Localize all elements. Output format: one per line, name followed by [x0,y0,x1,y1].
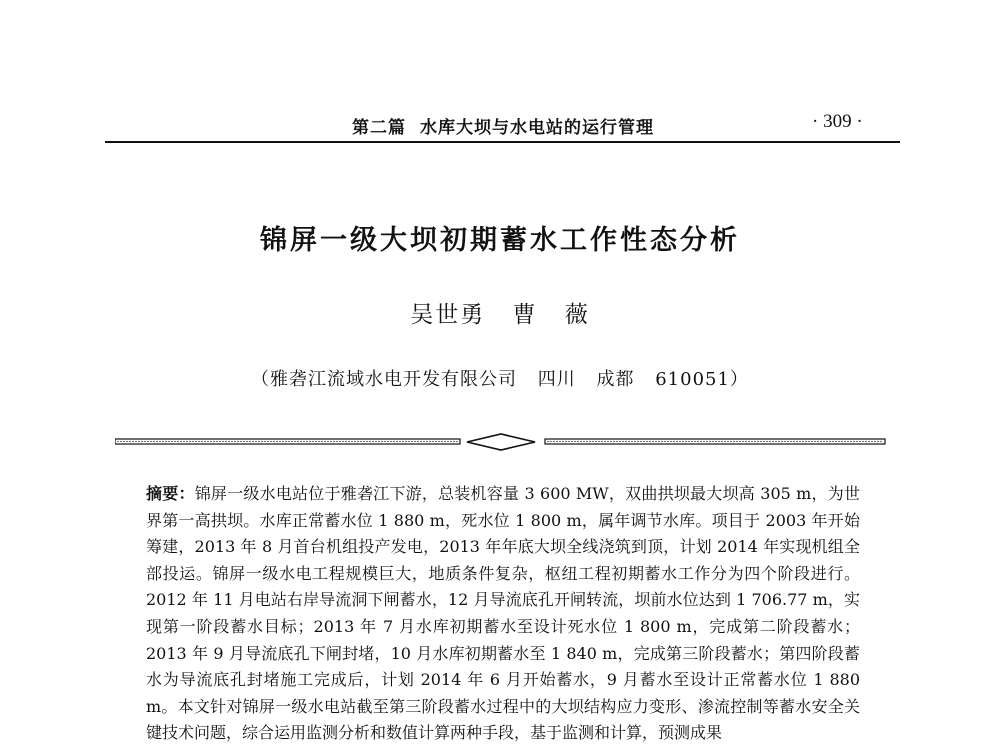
section-title: 水库大坝与水电站的运行管理 [420,118,654,138]
running-head [0,113,1000,139]
divider-diamond [467,434,535,450]
section-divider-ornament [115,432,887,452]
abstract-label: 摘要： [146,484,195,503]
page-number: · 309 · [812,111,863,132]
article-title: 锦屏一级大坝初期蓄水工作性态分析 [260,225,740,256]
header-rule [105,141,900,143]
article-affiliation: （雅砻江流域水电开发有限公司 四川 成都 610051） [251,369,749,390]
abstract [146,481,860,747]
abstract-text: 锦屏一级水电站位于雅砻江下游，总装机容量 3 600 MW，双曲拱坝最大坝高 305 m，为世界第一高拱坝。水库正常蓄水位 1 880 m，死水位 1 800 m，属年调节水库。项目于 2003 年开始筹建，2013 年 8 月首台机组投产发电，2013 年年底大坝全线浇筑到顶，计划 2014 年实现机组全部投运。锦屏一级水电工程规模巨大，地质条件复杂，枢纽工程初期蓄水工作分为四个阶段进行。2012 年 11 月电站右岸导流洞下闸蓄水，12 月导流底孔开闸转流，坝前水位达到 1 706.77 m，实现第一阶段蓄水目标；2013 年 7 月水库初期蓄水至设计死水位 1 800 m，完成第二阶段蓄水；2013 年 9 月导流底孔下闸封堵，10 月水库初期蓄水至 1 840 m，完成第三阶段蓄水；第四阶段蓄水为导流底孔封堵施工完成后，计划 2014 年 6 月开始蓄水，9 月蓄水至设计正常蓄水位 1 880 m。本文针对锦屏一级水电站截至第三阶段蓄水过程中的大坝结构应力变形、渗流控制等蓄水安全关键技术问题，综合运用监测分析和数值计算两种手段，基于监测和计算，预测成果 [146,484,860,743]
running-head-section [352,113,654,138]
part-label: 第二篇 [352,118,406,138]
article-authors: 吴世勇 曹 薇 [410,302,590,328]
